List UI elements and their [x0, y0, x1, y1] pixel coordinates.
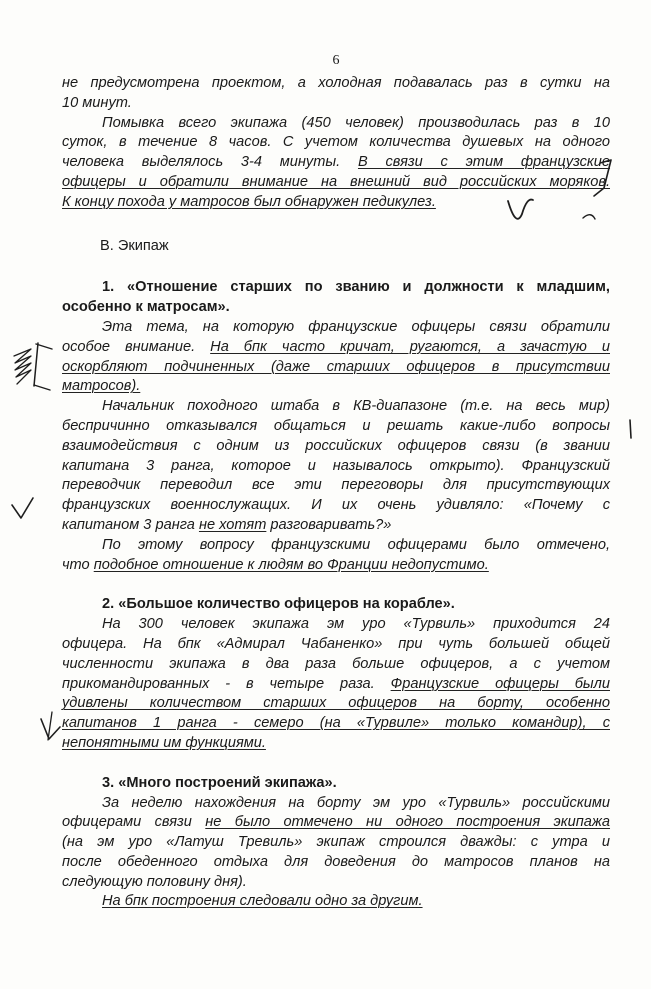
underlined-text: оскорбляют подчиненных (даже старших офицеров в присутствии	[62, 358, 610, 375]
paragraph-staff-chief	[62, 397, 610, 536]
heading-line: особенно к матросам».	[62, 299, 230, 316]
text-line: Начальник походного штаба в КВ-диапазоне (т.е. на весь мир)	[102, 398, 610, 415]
underlined-text: К концу похода у матросов был обнаружен педикулез.	[62, 193, 436, 210]
underlined-text: В связи с этим французские	[357, 154, 611, 171]
text-line: (на эм уро «Латуш Тревиль» экипаж строился дважды: с утра и	[62, 834, 610, 851]
text-line: беспричинно отказывался общаться и решать какие-либо вопросы	[62, 417, 610, 434]
text-line	[62, 193, 610, 213]
underlined-text: удивлены количеством старших офицеров на борту, особенно	[62, 695, 610, 712]
text-line	[62, 734, 610, 754]
heading-attitude	[62, 278, 610, 318]
underlined-text: не хотят	[198, 516, 267, 533]
text-line: не предусмотрена проектом, а холодная подавалась раз в сутки на	[62, 75, 610, 91]
text-fragment: человека выделялось 3-4 минуты.	[62, 154, 358, 171]
underlined-text: На бпк построения следовали одно за другим.	[102, 893, 423, 910]
check-mark	[12, 498, 33, 518]
text-line: следующую половину дня).	[62, 873, 247, 890]
text-line: после обеденного отдыха для доведения до матросов планов на	[62, 853, 610, 870]
text-line: переводчик переводил все эти переговоры для присутствующих	[62, 477, 610, 494]
underlined-text: Французские офицеры были	[390, 675, 610, 692]
margin-line-mark	[630, 420, 631, 438]
paragraph-officers-count	[62, 615, 610, 754]
text-line	[62, 377, 610, 397]
text-line: Помывка всего экипажа (450 человек) производилась раз в 10	[102, 114, 610, 131]
heading-formations	[62, 774, 610, 794]
text-line: По этому вопросу французскими офицерами было отмечено,	[102, 536, 610, 553]
text-line: капитана 3 ранга, которое и называлось открыто). Французский	[62, 457, 610, 474]
text-line	[62, 153, 610, 173]
paragraph-washing	[62, 114, 610, 213]
heading-officers-count	[62, 595, 610, 615]
text-fragment: прикомандированных - в четыре раза.	[62, 675, 391, 692]
heading-line: 3. «Много построений экипажа».	[102, 774, 337, 791]
underlined-text: На бпк часто кричат, ругаются, а зачастую и	[210, 338, 610, 355]
text-line: французских военнослужащих. И их очень удивляло: «Почему с	[62, 497, 610, 514]
text-fragment: разговаривать?»	[266, 516, 392, 533]
text-line: Эта тема, на которую французские офицеры связи обратили	[102, 318, 610, 335]
text-line: На 300 человек экипажа эм уро «Турвиль» приходится 24	[102, 616, 610, 633]
heading-line: 2. «Большое количество офицеров на корабле».	[102, 596, 455, 613]
paragraph-attitude	[62, 318, 610, 397]
margin-line-mark	[48, 712, 52, 740]
underlined-text: подобное отношение к людям во Франции недопустимо.	[93, 556, 489, 573]
text-line: За неделю нахождения на борту эм уро «Турвиль» российскими	[102, 794, 610, 811]
spacer	[62, 575, 610, 595]
text-fragment: капитаном 3 ранга	[62, 516, 199, 533]
text-fragment: офицерами связи	[62, 814, 206, 831]
paragraph-conclusion-1	[62, 536, 610, 576]
text-fragment: особое внимание.	[62, 338, 211, 355]
paragraph-formations-bpk	[62, 892, 610, 912]
margin-line-mark	[34, 343, 38, 386]
section-heading-crew: В. Экипаж	[100, 237, 169, 254]
text-line: взаимодействия с одним из российских офицеров связи (в звании	[62, 437, 610, 454]
text-line	[62, 675, 610, 695]
page-number: 6	[332, 53, 340, 68]
scribble-mark	[14, 349, 31, 384]
bracket-mark	[34, 344, 52, 390]
paragraph-hot-water	[62, 74, 610, 114]
text-line	[62, 813, 610, 833]
underlined-text: непонятными им функциями.	[62, 734, 266, 751]
text-line	[62, 338, 610, 358]
page-content	[62, 52, 610, 912]
text-line: офицера. На бпк «Адмирал Чабаненко» при чуть большей общей	[62, 635, 610, 652]
text-line	[62, 556, 610, 576]
underlined-text: офицеры и обратили внимание на внешний вид российских моряков.	[62, 173, 610, 190]
text-line: численности экипажа в два раза больше офицеров, а с учетом	[62, 655, 610, 672]
text-line: 10 минут.	[62, 94, 132, 111]
text-line	[62, 516, 610, 536]
check-mark	[41, 719, 60, 739]
underlined-text: матросов).	[62, 378, 141, 395]
underlined-text: капитанов 1 ранга - семеро (на «Турвиле» только командир), с	[62, 715, 610, 732]
text-line: суток, в течение 8 часов. С учетом количества душевых на одного	[62, 134, 610, 151]
text-fragment: что	[62, 556, 94, 573]
heading-line: 1. «Отношение старших по званию и должности к младшим,	[102, 279, 610, 296]
paragraph-formations	[62, 794, 610, 893]
spacer	[62, 754, 610, 774]
text-line	[62, 892, 610, 912]
underlined-text: не было отмечено ни одного построения экипажа	[205, 814, 611, 831]
